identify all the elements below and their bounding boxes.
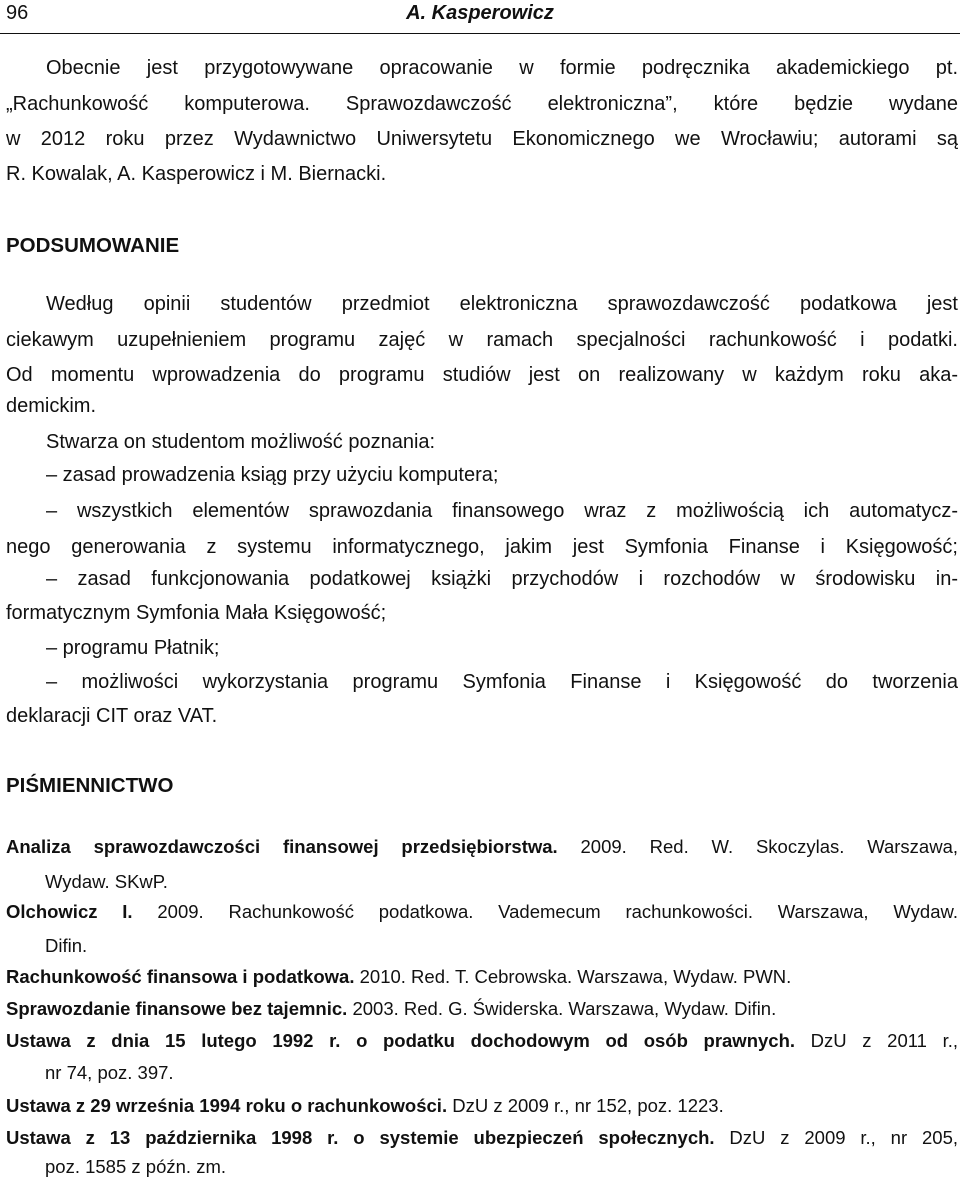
intro-line: Obecnie jest przygotowywane opracowanie w formie podręcznika akademickiego pt. [46, 57, 958, 79]
entry-continuation: Wydaw. SKwP. [45, 871, 168, 892]
entry-title: Ustawa z 29 września 1994 roku o rachunkowości. [6, 1095, 448, 1116]
summary-line: Według opinii studentów przedmiot elektroniczna sprawozdawczość podatkowa jest [46, 293, 958, 315]
list-item-continuation: nego generowania z systemu informatycznego, jakim jest Symfonia Finanse i Księgowość; [6, 536, 958, 558]
bibliography-entry [6, 900, 958, 924]
entry-title: Ustawa z 13 października 1998 r. o systemie ubezpieczeń społecznych. [6, 1127, 715, 1148]
running-title: A. Kasperowicz [406, 2, 554, 24]
entry-details: 2009. Rachunkowość podatkowa. Vademecum rachunkowości. Warszawa, Wydaw. [132, 901, 958, 922]
list-item: – możliwości wykorzystania programu Symfonia Finanse i Księgowość do tworzenia [46, 671, 958, 693]
list-item-continuation: deklaracji CIT oraz VAT. [6, 705, 218, 727]
entry-continuation: Difin. [45, 935, 88, 956]
list-item: – zasad prowadzenia ksiąg przy użyciu komputera; [46, 464, 499, 486]
entry-details: DzU z 2009 r., nr 152, poz. 1223. [447, 1095, 724, 1116]
bibliography-entry [6, 1094, 958, 1118]
bibliography-entry [6, 1126, 958, 1150]
entry-title: Analiza sprawozdawczości finansowej przedsiębiorstwa. [6, 836, 558, 857]
list-item: – zasad funkcjonowania podatkowej książki przychodów i rozchodów w środowisku in- [46, 568, 958, 590]
entry-title: Ustawa z dnia 15 lutego 1992 r. o podatku dochodowym od osób prawnych. [6, 1030, 796, 1051]
summary-line: Stwarza on studentom możliwość poznania: [46, 431, 436, 453]
running-header [0, 0, 960, 34]
bibliography-entry [6, 997, 958, 1021]
bibliography-heading: PIŚMIENNICTWO [6, 774, 174, 797]
bibliography-entry [6, 965, 958, 989]
summary-line: ciekawym uzupełnieniem programu zajęć w ramach specjalności rachunkowość i podatki. [6, 329, 958, 351]
entry-details: 2009. Red. W. Skoczylas. Warszawa, [557, 836, 959, 857]
list-item: – wszystkich elementów sprawozdania finansowego wraz z możliwością ich automatycz- [46, 500, 958, 522]
page-number: 96 [6, 2, 29, 24]
entry-details: 2010. Red. T. Cebrowska. Warszawa, Wydaw. PWN. [354, 966, 792, 987]
entry-details: DzU z 2011 r., [795, 1030, 959, 1051]
entry-continuation: poz. 1585 z późn. zm. [45, 1156, 226, 1177]
list-item-continuation: formatycznym Symfonia Mała Księgowość; [6, 602, 387, 624]
entry-title: Rachunkowość finansowa i podatkowa. [6, 966, 355, 987]
entry-title: Olchowicz I. [6, 901, 133, 922]
intro-line: „Rachunkowość komputerowa. Sprawozdawczość elektroniczna”, które będzie wydane [6, 93, 958, 115]
summary-line: demickim. [6, 395, 97, 417]
list-item: – programu Płatnik; [46, 637, 220, 659]
bibliography-entry [6, 1029, 958, 1053]
intro-line: R. Kowalak, A. Kasperowicz i M. Biernacki. [6, 163, 387, 185]
entry-title: Sprawozdanie finansowe bez tajemnic. [6, 998, 348, 1019]
entry-continuation: nr 74, poz. 397. [45, 1062, 174, 1083]
intro-line: w 2012 roku przez Wydawnictwo Uniwersytetu Ekonomicznego we Wrocławiu; autorami są [6, 128, 958, 150]
entry-details: 2003. Red. G. Świderska. Warszawa, Wydaw. Difin. [347, 998, 777, 1019]
bibliography-entry [6, 835, 958, 859]
entry-details: DzU z 2009 r., nr 205, [714, 1127, 958, 1148]
summary-line: Od momentu wprowadzenia do programu studiów jest on realizowany w każdym roku aka- [6, 364, 958, 386]
summary-heading: PODSUMOWANIE [6, 234, 180, 257]
